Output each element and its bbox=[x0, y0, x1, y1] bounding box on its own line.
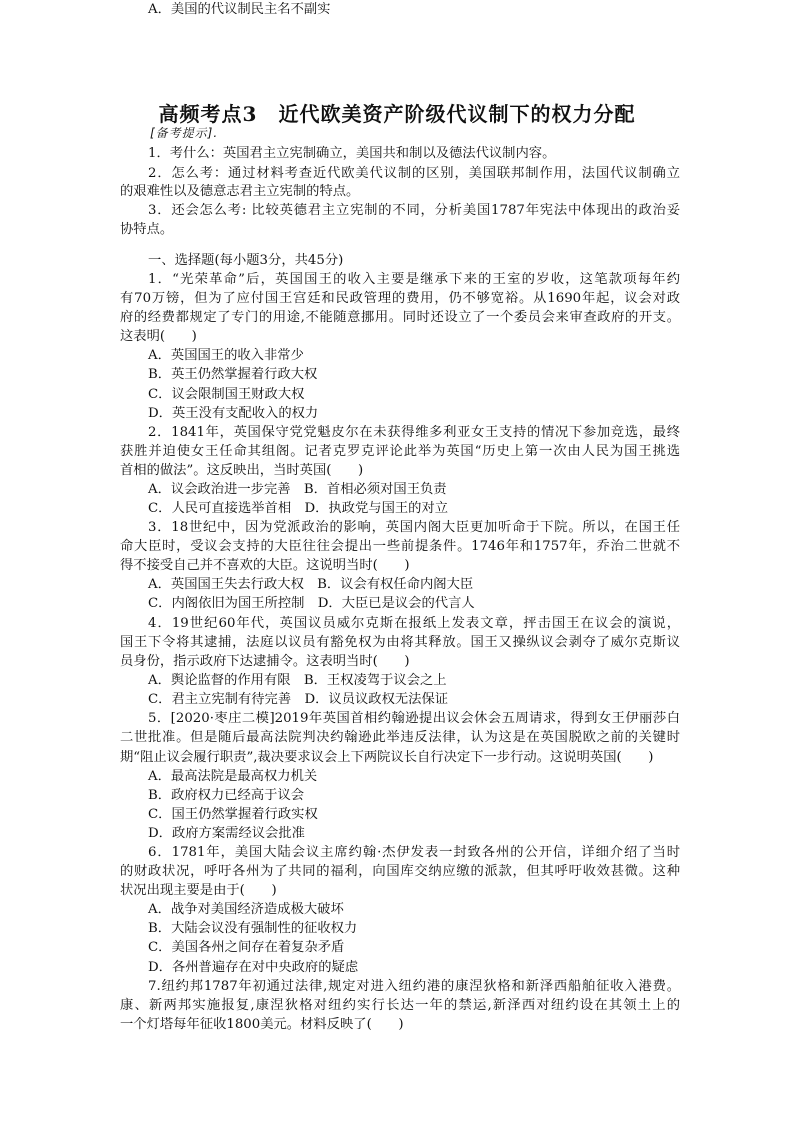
option-line: A．英国国王失去行政大权 B．议会有权任命内阁大臣 bbox=[148, 577, 474, 592]
question-line: 有70万镑，但为了应付国王宫廷和民政管理的费用，仍不够宽裕。从1690年起，议会对政 bbox=[120, 291, 680, 306]
question-line: 府的经费都规定了专门的用途,不能随意挪用。同时还设立了一个委员会来审查政府的开支。 bbox=[120, 310, 680, 325]
question-line: 2．1841年，英国保守党党魁皮尔在未获得维多利亚女王支持的情况下参加竞选，最终 bbox=[148, 425, 680, 440]
question-line: 康、新两邦实施报复,康涅狄格对纽约实行长达一年的禁运,新泽西对纽约设在其领土上的 bbox=[120, 998, 680, 1013]
option-line: D．政府方案需经议会批准 bbox=[148, 826, 305, 841]
option-line: A．议会政治进一步完善 B．首相必须对国王负责 bbox=[148, 482, 447, 497]
question-line: 获胜并迫使女王任命其组阁。记者克罗克评论此举为英国“历史上第一次由人民为国王挑选 bbox=[120, 444, 680, 459]
question-line: 命大臣时，受议会支持的大臣往往会提出一些前提条件。1746年和1757年，乔治二世就不 bbox=[120, 539, 680, 554]
question-line: 得不接受自己并不喜欢的大臣。这说明当时( ) bbox=[120, 558, 410, 573]
question-line: 这表明( ) bbox=[120, 329, 197, 344]
option-line: B．政府权力已经高于议会 bbox=[148, 788, 305, 803]
option-line: A．战争对美国经济造成极大破坏 bbox=[148, 902, 344, 917]
question-line: 的财政状况，呼吁各州为了共同的福利，向国库交纳应缴的派款，但其呼吁收效甚微。这种 bbox=[120, 864, 680, 879]
tip-line: 2．怎么考：通过材料考查近代欧美代议制的区别，美国联邦制作用，法国代议制确立 bbox=[148, 166, 680, 181]
tip-line: 的艰难性以及德意志君主立宪制的特点。 bbox=[120, 184, 360, 199]
tip-line: 3．还会怎么考: 比较英德君主立宪制的不同，分析美国1787年宪法中体现出的政治妥 bbox=[148, 203, 680, 218]
question-line: 二世批准。但是随后最高法院判决约翰逊此举违反法律，认为这是在英国脱欧之前的关键时 bbox=[120, 730, 680, 745]
question-line: 3．18世纪中，因为党派政治的影响，英国内阁大臣更加听命于下院。所以，在国王任 bbox=[148, 520, 680, 535]
option-line: A．最高法院是最高权力机关 bbox=[148, 769, 318, 784]
option-line: D．各州普遍存在对中央政府的疑虑 bbox=[148, 960, 359, 975]
question-line: 7.纽约邦1787年初通过法律,规定对进入纽约港的康涅狄格和新泽西船舶征收入港费。 bbox=[148, 979, 680, 994]
tip-line: 协特点。 bbox=[120, 222, 174, 237]
option-line: C．美国各州之间存在着复杂矛盾 bbox=[148, 940, 345, 955]
question-line: 期“阻止议会履行职责”,裁决要求议会上下两院议长自行决定下一步行动。这说明英国( ) bbox=[120, 750, 654, 765]
option-line: A．舆论监督的作用有限 B．王权凌驾于议会之上 bbox=[148, 673, 447, 688]
option-line: C．内阁依旧为国王所控制 D．大臣已是议会的代言人 bbox=[148, 596, 475, 611]
option-line: A．英国国王的收入非常少 bbox=[148, 348, 304, 363]
question-line: 状况出现主要是由于( ) bbox=[120, 883, 277, 898]
tips-label: [备考提示]. bbox=[150, 126, 219, 140]
question-line: 6．1781年，美国大陆会议主席约翰·杰伊发表一封致各州的公开信，详细介绍了当时 bbox=[148, 845, 680, 860]
option-line: C．君主立宪制有待完善 D．议员议政权无法保证 bbox=[148, 692, 449, 707]
page-title: 高频考点3 近代欧美资产阶级代议制下的权力分配 bbox=[158, 102, 636, 126]
option-line: B．英王仍然掌握着行政大权 bbox=[148, 367, 318, 382]
question-line: 首相的做法”。这反映出，当时英国( ) bbox=[120, 463, 364, 478]
option-line: B．大陆会议没有强制性的征收权力 bbox=[148, 921, 358, 936]
option-line: C．议会限制国王财政大权 bbox=[148, 387, 305, 402]
question-line: 员身份，指示政府下达逮捕令。这表明当时( ) bbox=[120, 654, 410, 669]
option-line: A．美国的代议制民主名不副实 bbox=[148, 2, 331, 17]
option-line: C．国王仍然掌握着行政实权 bbox=[148, 807, 318, 822]
question-line: 国王下令将其逮捕，法庭以议员有豁免权为由将其释放。国王又操纵议会剥夺了威尔克斯议 bbox=[120, 635, 680, 650]
question-line: 一个灯塔每年征收1800美元。材料反映了( ) bbox=[120, 1017, 404, 1032]
option-line: C．人民可直接选举首相 D．执政党与国王的对立 bbox=[148, 501, 449, 516]
section-heading: 一、选择题(每小题3分，共45分) bbox=[148, 253, 344, 268]
question-line: 4．19世纪60年代，英国议员威尔克斯在报纸上发表文章，抨击国王在议会的演说， bbox=[148, 616, 680, 631]
tip-line: 1．考什么：英国君主立宪制确立，美国共和制以及德法代议制内容。 bbox=[148, 146, 556, 161]
question-line: 1．“光荣革命”后，英国国王的收入主要是继承下来的王室的岁收，这笔款项每年约 bbox=[148, 272, 680, 287]
option-line: D．英王没有支配收入的权力 bbox=[148, 406, 319, 421]
question-line: 5．[2020·枣庄二模]2019年英国首相约翰逊提出议会休会五周请求，得到女王伊丽莎白 bbox=[148, 711, 680, 726]
